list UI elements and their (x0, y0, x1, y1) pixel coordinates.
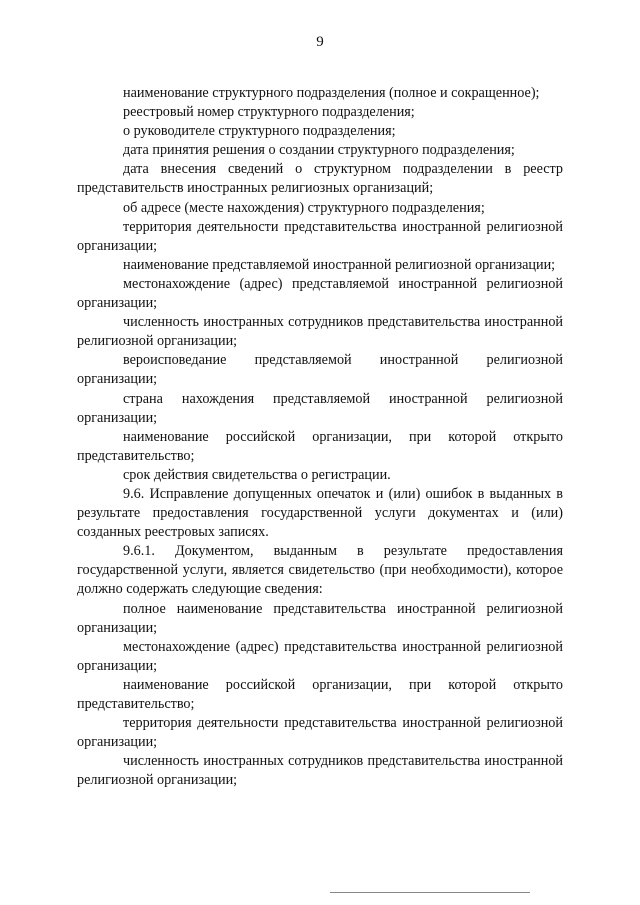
section-paragraph: 9.6.1. Документом, выданным в результате предоставления государственной услуги, является свидетельство (при необходимости), которое должно содержать следующие сведения: (77, 543, 563, 598)
paragraph: местонахождение (адрес) представляемой иностранной религиозной организации; (77, 275, 563, 312)
paragraph: об адресе (месте нахождения) структурного подразделения; (123, 199, 485, 216)
paragraph: срок действия свидетельства о регистрации. (123, 466, 391, 483)
section-paragraph: 9.6. Исправление допущенных опечаток и (или) ошибок в выданных в результате предоставления государственной услуги документах и (или) созданных реестровых записях. (77, 485, 563, 541)
paragraph: реестровый номер структурного подразделения; (123, 104, 415, 121)
paragraph: вероисповедание представляемой иностранной религиозной организации; (77, 352, 563, 388)
page-number: 9 (316, 34, 324, 50)
paragraph: наименование структурного подразделения (полное и сокращенное); (123, 85, 540, 101)
paragraph: дата внесения сведений о структурном подразделении в реестр представительств иностранных религиозных организаций; (77, 161, 563, 197)
paragraph: наименование российской организации, при которой открыто представительство; (77, 676, 563, 712)
paragraph: территория деятельности представительства иностранной религиозной организации; (77, 715, 563, 751)
paragraph: дата принятия решения о создании структурного подразделения; (123, 142, 515, 159)
paragraph: наименование российской организации, при которой открыто представительство; (77, 428, 563, 464)
paragraph: полное наименование представительства иностранной религиозной организации; (77, 600, 563, 636)
paragraph: о руководителе структурного подразделения; (123, 123, 396, 140)
paragraph: страна нахождения представляемой иностранной религиозной организации; (77, 390, 563, 426)
paragraph: наименование представляемой иностранной религиозной организации; (123, 256, 556, 273)
paragraph: местонахождение (адрес) представительства иностранной религиозной организации; (77, 638, 563, 674)
document-body (77, 84, 563, 790)
scan-edge-line (330, 892, 530, 893)
paragraph: численность иностранных сотрудников представительства иностранной религиозной организации; (77, 753, 563, 789)
paragraph: территория деятельности представительства иностранной религиозной организации; (77, 218, 563, 254)
paragraph: численность иностранных сотрудников представительства иностранной религиозной организации; (77, 314, 563, 350)
